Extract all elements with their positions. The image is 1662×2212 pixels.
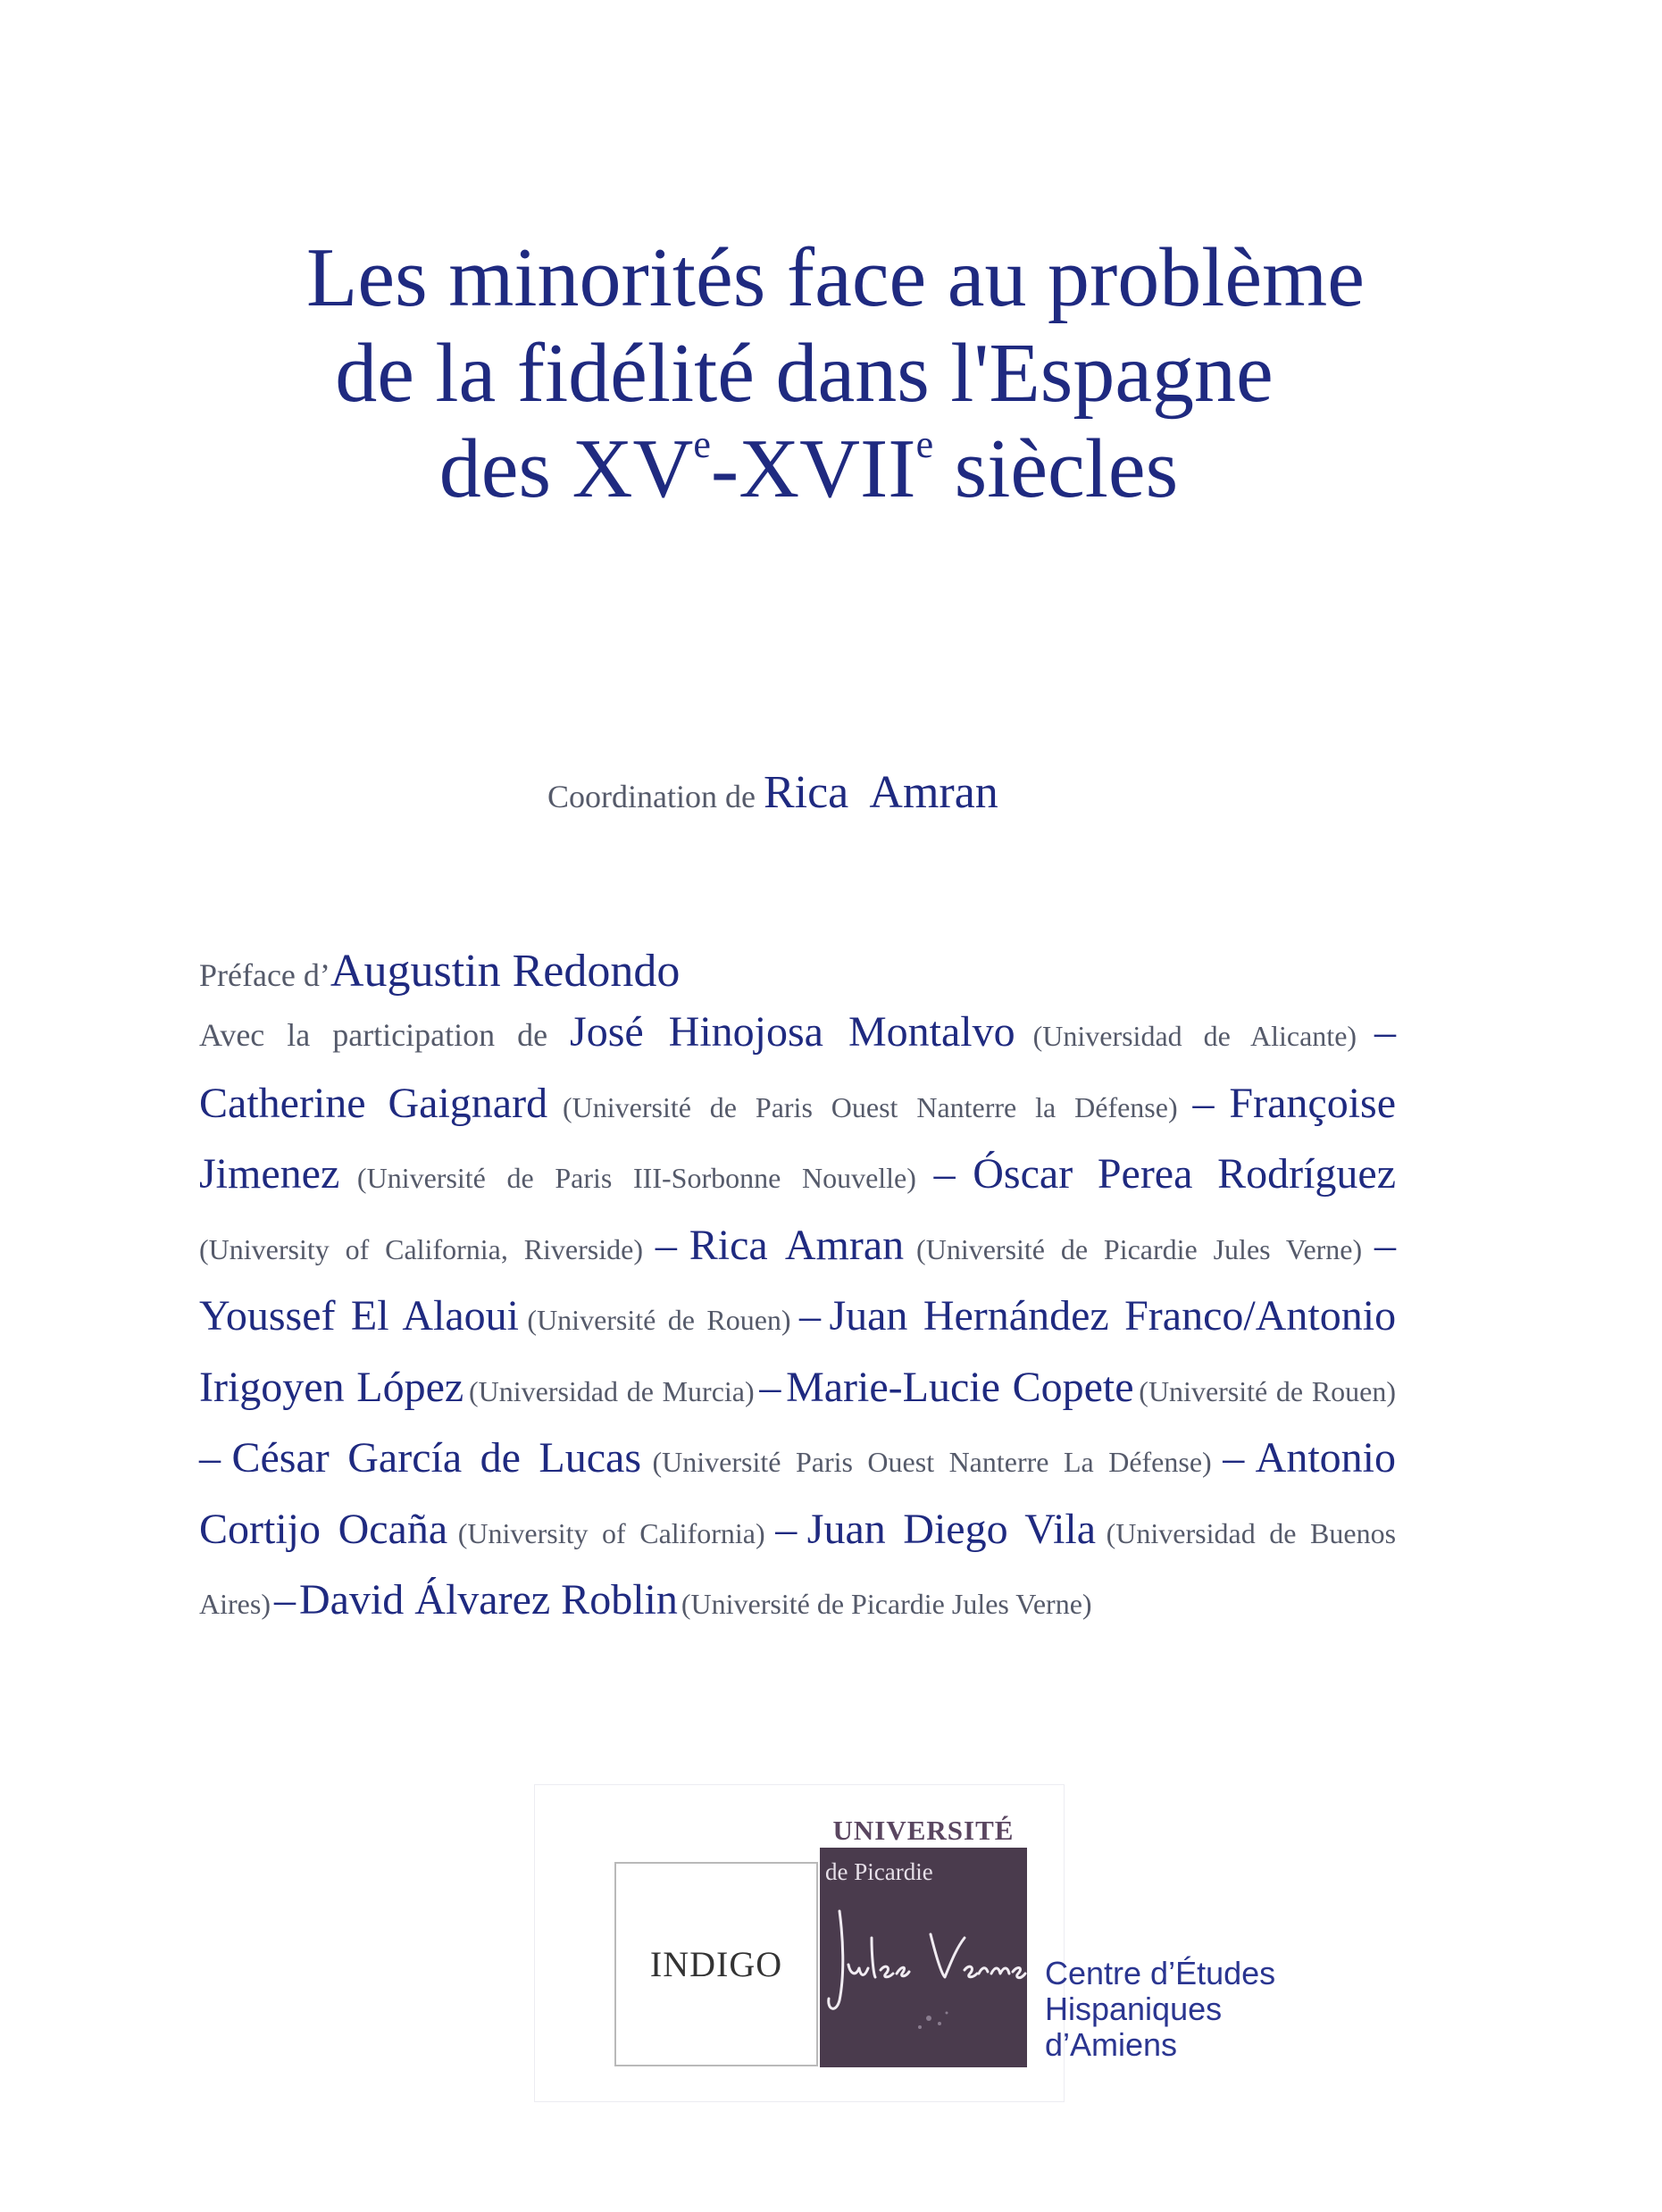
contributor-name: Catherine Gaignard bbox=[199, 1079, 548, 1127]
separator-dash: – bbox=[1374, 1221, 1397, 1269]
contributor-name: Juan Diego Vila bbox=[806, 1505, 1097, 1553]
title-line-3 bbox=[0, 422, 1662, 517]
separator-dash: – bbox=[273, 1576, 296, 1624]
title-line-1: Les minorités face au problème bbox=[306, 231, 1365, 324]
contributor-affiliation: (Université de Picardie Jules Verne) bbox=[681, 1588, 1092, 1620]
separator-dash: – bbox=[1223, 1434, 1245, 1482]
contributor-name: Rica Amran bbox=[689, 1221, 905, 1269]
coordination-label: Coordination de bbox=[547, 779, 764, 814]
coordination-line bbox=[547, 766, 998, 819]
separator-dash: – bbox=[933, 1150, 956, 1198]
coordinator-name: Rica Amran bbox=[763, 767, 998, 818]
separator-dash: – bbox=[199, 1434, 221, 1482]
contributor-affiliation: (University of California, Riverside) bbox=[199, 1232, 643, 1265]
centre-etudes-label bbox=[1045, 1956, 1275, 2063]
title-line-3-pre: des XV bbox=[438, 422, 694, 515]
separator-dash: – bbox=[655, 1221, 677, 1269]
contributor-affiliation: (Université de Rouen) bbox=[527, 1304, 791, 1336]
superscript-e-1: e bbox=[693, 422, 711, 466]
indigo-logo: INDIGO bbox=[614, 1862, 818, 2066]
contributor-name: Françoise Jimenez bbox=[199, 1079, 1397, 1198]
contributor-name: Youssef El Alaoui bbox=[199, 1292, 519, 1340]
preface-label: Préface d’ bbox=[199, 957, 330, 993]
contributor-name: David Álvarez Roblin bbox=[298, 1576, 678, 1624]
title-line-2: de la fidélité dans l'Espagne bbox=[335, 327, 1274, 420]
preface-line bbox=[199, 945, 680, 997]
contributor-affiliation: (University of California) bbox=[457, 1516, 765, 1549]
title-line-3-post: siècles bbox=[933, 422, 1179, 515]
jules-verne-signature-icon bbox=[822, 1884, 1029, 2063]
preface-author: Augustin Redondo bbox=[330, 946, 681, 997]
contributor-name: Antonio Cortijo Ocaña bbox=[199, 1434, 1397, 1553]
contributor-affiliation: (Université de Paris III-Sorbonne Nouvelle) bbox=[356, 1162, 916, 1194]
participation-label: Avec la participation de bbox=[199, 1017, 571, 1053]
superscript-e-2: e bbox=[915, 422, 934, 466]
book-title bbox=[0, 230, 1662, 517]
contributor-name: Juan Hernández Franco/Antonio Irigoyen López bbox=[199, 1292, 1397, 1411]
contributor-affiliation: (Universidad de Murcia) bbox=[468, 1374, 755, 1407]
centre-line-1: Centre d’Études bbox=[1045, 1955, 1276, 1991]
university-sub-label: de Picardie bbox=[825, 1858, 933, 1885]
university-label: UNIVERSITÉ bbox=[832, 1815, 1015, 1846]
separator-dash: – bbox=[759, 1363, 781, 1411]
contributor-affiliation: (Université Paris Ouest Nanterre La Défense) bbox=[652, 1446, 1212, 1478]
participation-paragraph bbox=[199, 1002, 1396, 1641]
contributor-name: José Hinojosa Montalvo bbox=[570, 1008, 1015, 1056]
separator-dash: – bbox=[1192, 1079, 1215, 1127]
contributor-affiliation: (Université de Picardie Jules Verne) bbox=[916, 1232, 1363, 1265]
centre-line-3: d’Amiens bbox=[1045, 2026, 1178, 2063]
contributor-name: Marie-Lucie Copete bbox=[786, 1363, 1134, 1411]
separator-dash: – bbox=[799, 1292, 822, 1340]
title-line-3-mid: -XVII bbox=[710, 422, 916, 515]
contributor-name: César García de Lucas bbox=[231, 1434, 642, 1482]
contributor-affiliation: (Université de Paris Ouest Nanterre la Défense) bbox=[562, 1090, 1178, 1123]
contributor-affiliation: (Université de Rouen) bbox=[1139, 1374, 1397, 1407]
contributor-affiliation: (Universidad de Alicante) bbox=[1032, 1020, 1357, 1052]
contributor-name: Óscar Perea Rodríguez bbox=[973, 1150, 1397, 1198]
contributor-affiliation: (Universidad de Buenos Aires) bbox=[199, 1516, 1397, 1620]
separator-dash: – bbox=[775, 1505, 798, 1553]
centre-line-2: Hispaniques bbox=[1045, 1991, 1223, 2027]
separator-dash: – bbox=[1374, 1008, 1397, 1056]
